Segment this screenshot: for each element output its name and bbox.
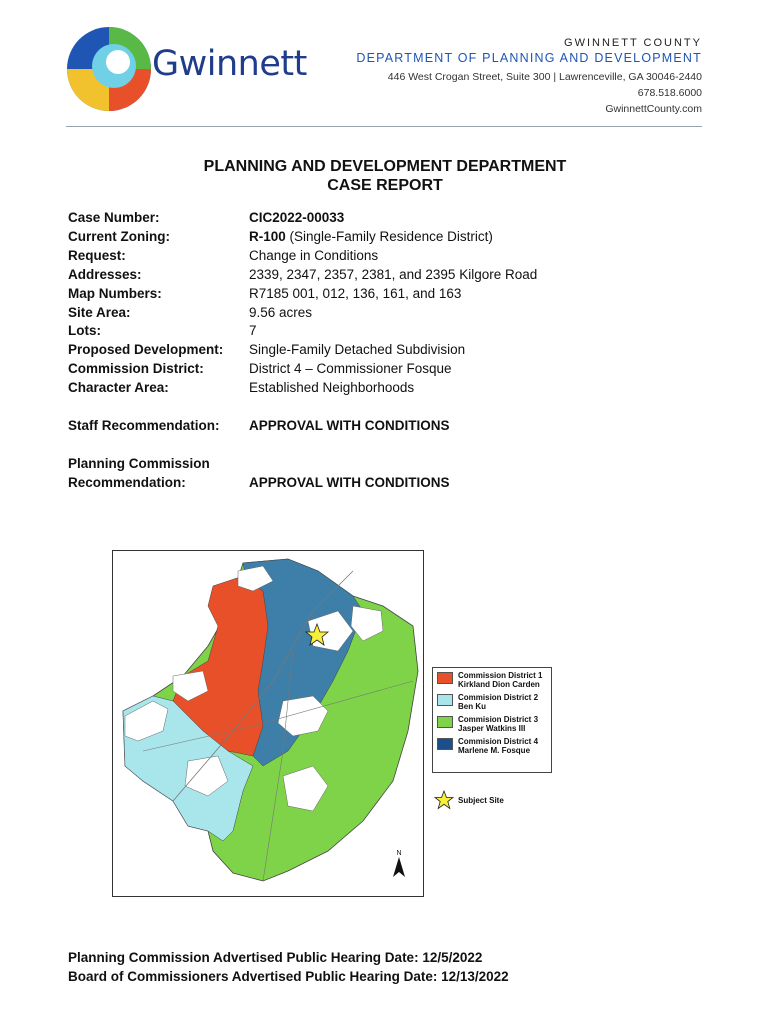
- fact-row: [68, 266, 537, 285]
- header-divider: [66, 126, 702, 127]
- fact-value: Change in Conditions: [249, 247, 379, 263]
- title-line-2: CASE REPORT: [327, 177, 443, 194]
- legend-title: Commision District 3: [458, 715, 539, 724]
- planning-recommendation-label-1: Planning Commission: [68, 456, 210, 471]
- planning-hearing-date: Planning Commission Advertised Public Hearing Date: 12/5/2022: [68, 950, 483, 965]
- fact-row: [68, 247, 537, 266]
- case-number: CIC2022-00033: [249, 210, 345, 225]
- case-facts: [68, 209, 537, 398]
- legend-swatch-district-4: [437, 738, 453, 750]
- staff-recommendation-label: Staff Recommendation:: [68, 418, 220, 433]
- legend-item: [437, 671, 547, 689]
- phone: 678.518.6000: [637, 87, 702, 99]
- fact-label: Addresses:: [68, 266, 142, 282]
- legend-item: [437, 715, 547, 733]
- legend-swatch-district-1: [437, 672, 453, 684]
- staff-recommendation: [68, 416, 450, 435]
- gwinnett-logo: [66, 26, 152, 112]
- legend-commissioner: Jasper Watkins III: [458, 724, 526, 733]
- planning-recommendation-value: APPROVAL WITH CONDITIONS: [249, 475, 450, 490]
- fact-label: Current Zoning:: [68, 228, 170, 244]
- legend-title: Commision District 4: [458, 737, 539, 746]
- fact-value: District 4 – Commissioner Fosque: [249, 361, 452, 377]
- fact-row: [68, 322, 537, 341]
- legend-commissioner: Kirkland Dion Carden: [458, 680, 540, 689]
- legend-swatch-district-3: [437, 716, 453, 728]
- department-name: DEPARTMENT OF PLANNING AND DEVELOPMENT: [356, 51, 702, 65]
- map-legend: [432, 667, 552, 773]
- north-arrow: [392, 850, 406, 881]
- legend-title: Commision District 2: [458, 693, 539, 702]
- staff-recommendation-value: APPROVAL WITH CONDITIONS: [249, 418, 450, 433]
- north-arrow-icon: [392, 857, 406, 879]
- fact-value: Established Neighborhoods: [249, 380, 415, 396]
- department-block: [356, 37, 702, 117]
- county-name: GWINNETT COUNTY: [564, 37, 702, 49]
- legend-commissioner: Ben Ku: [458, 702, 486, 711]
- fact-label: Map Numbers:: [68, 285, 162, 301]
- legend-item: [437, 693, 547, 711]
- fact-row: [68, 285, 537, 304]
- star-icon: [434, 790, 454, 810]
- fact-label: Request:: [68, 247, 126, 263]
- district-map: [112, 550, 424, 897]
- board-hearing-date: Board of Commissioners Advertised Public Hearing Date: 12/13/2022: [68, 969, 509, 984]
- fact-label: Site Area:: [68, 304, 131, 320]
- fact-row: [68, 341, 537, 360]
- fact-row: [68, 304, 537, 323]
- fact-value: Single-Family Detached Subdivision: [249, 342, 466, 358]
- legend-item: [437, 737, 547, 755]
- report-title: [0, 157, 770, 195]
- fact-label: Lots:: [68, 323, 101, 339]
- fact-label: Character Area:: [68, 380, 169, 396]
- fact-value: 7: [249, 323, 257, 339]
- fact-row: [68, 209, 537, 228]
- legend-swatch-district-2: [437, 694, 453, 706]
- fact-value: R7185 001, 012, 136, 161, and 163: [249, 285, 462, 301]
- fact-value: 2339, 2347, 2357, 2381, and 2395 Kilgore Road: [249, 266, 538, 282]
- hearing-dates: [68, 948, 509, 986]
- legend-commissioner: Marlene M. Fosque: [458, 746, 531, 755]
- planning-recommendation-label-2: Recommendation:: [68, 475, 186, 490]
- fact-value: 9.56 acres: [249, 304, 313, 320]
- county-map-graphic: [113, 551, 423, 896]
- fact-row: [68, 228, 537, 247]
- fact-label: Commission District:: [68, 361, 204, 377]
- north-label: N: [396, 850, 402, 857]
- logo-wordmark: Gwinnett: [152, 44, 307, 84]
- planning-recommendation: [68, 454, 450, 492]
- fact-row: [68, 379, 537, 398]
- zoning-code: R-100: [249, 228, 286, 244]
- subject-site-label: Subject Site: [458, 795, 504, 805]
- subject-site-key: [434, 790, 504, 810]
- address: 446 West Crogan Street, Suite 300 | Lawrenceville, GA 30046-2440: [387, 71, 702, 83]
- fact-row: [68, 360, 537, 379]
- title-line-1: PLANNING AND DEVELOPMENT DEPARTMENT: [203, 158, 567, 175]
- website: GwinnettCounty.com: [605, 103, 702, 115]
- fact-label: Case Number:: [68, 210, 160, 225]
- zoning-description: (Single-Family Residence District): [285, 228, 493, 244]
- legend-title: Commission District 1: [458, 671, 543, 680]
- fact-label: Proposed Development:: [68, 342, 224, 358]
